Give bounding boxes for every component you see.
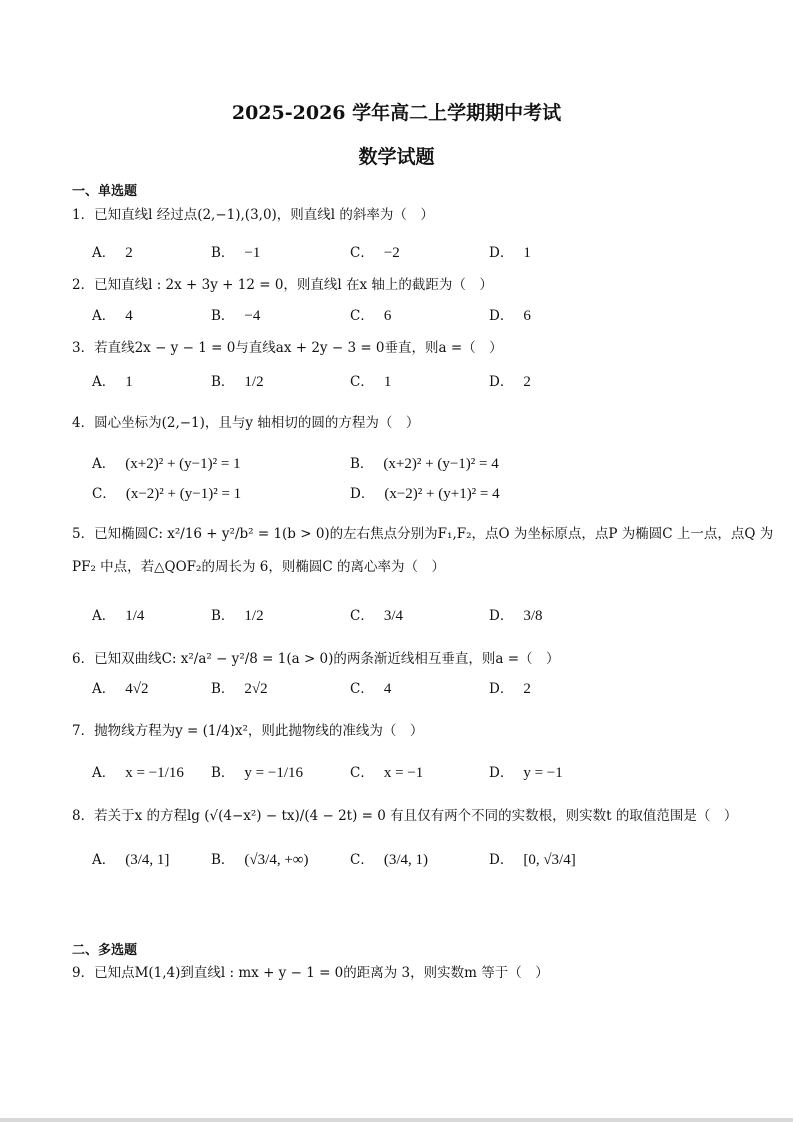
q2-option-b: B． −4 <box>211 308 261 324</box>
q7-option-a: A． x = −1/16 <box>92 765 184 781</box>
q1-option-c: C． −2 <box>350 245 400 261</box>
q6-option-b: B． 2√2 <box>211 681 268 697</box>
q5-option-c: C． 3/4 <box>350 608 404 624</box>
q8-option-c: C． (3/4, 1) <box>350 852 429 868</box>
q1-option-d: D． 1 <box>489 245 531 261</box>
q4-option-b: B． (x+2)² + (y−1)² = 4 <box>350 456 499 472</box>
question-6: 6．已知双曲线C: x²/a² − y²/8 = 1(a > 0)的两条渐近线相互垂直，则a =（ ） <box>72 651 560 667</box>
q2-option-d: D． 6 <box>489 308 531 324</box>
section-single-choice: 一、单选题 <box>72 184 138 199</box>
question-8: 8．若关于x 的方程lg (√(4−x²) − tx)/(4 − 2t) = 0 有且仅有两个不同的实数根，则实数t 的取值范围是（ ） <box>72 808 738 824</box>
question-9: 9．已知点M(1,4)到直线l : mx + y − 1 = 0的距离为 3，则实数m 等于（ ） <box>72 965 549 981</box>
q6-option-a: A． 4√2 <box>92 681 149 697</box>
q3-option-a: A． 1 <box>92 374 133 390</box>
q7-option-b: B． y = −1/16 <box>211 765 304 781</box>
question-1: 1．已知直线l 经过点(2,−1),(3,0)，则直线l 的斜率为（ ） <box>72 207 434 223</box>
q8-option-d: D． [0, √3/4] <box>489 852 576 868</box>
q8-option-a: A． (3/4, 1] <box>92 852 170 868</box>
question-5-line-2: PF₂ 中点，若△QOF₂的周长为 6，则椭圆C 的离心率为（ ） <box>72 559 445 575</box>
q7-option-d: D． y = −1 <box>489 765 563 781</box>
page-bottom-edge <box>0 1118 793 1122</box>
question-7: 7．抛物线方程为y = (1/4)x²，则此抛物线的准线为（ ） <box>72 723 424 739</box>
q7-option-c: C． x = −1 <box>350 765 424 781</box>
q4-option-a: A． (x+2)² + (y−1)² = 1 <box>92 456 241 472</box>
question-3: 3．若直线2x − y − 1 = 0与直线ax + 2y − 3 = 0垂直，则a =（ ） <box>72 340 503 356</box>
q4-option-d: D． (x−2)² + (y+1)² = 4 <box>350 486 500 502</box>
q1-option-a: A． 2 <box>92 245 133 261</box>
q4-option-c: C． (x−2)² + (y−1)² = 1 <box>92 486 242 502</box>
q5-option-a: A． 1/4 <box>92 608 145 624</box>
q6-option-c: C． 4 <box>350 681 392 697</box>
question-5-line-1: 5．已知椭圆C: x²/16 + y²/b² = 1(b > 0)的左右焦点分别为F₁,F₂，点O 为坐标原点，点P 为椭圆C 上一点，点Q 为 <box>72 526 774 542</box>
exam-title: 2025-2026 学年高二上学期期中考试 <box>231 102 562 124</box>
exam-subtitle: 数学试题 <box>358 146 435 168</box>
q6-option-d: D． 2 <box>489 681 531 697</box>
q3-option-d: D． 2 <box>489 374 531 390</box>
q2-option-c: C． 6 <box>350 308 392 324</box>
q8-option-b: B． (√3/4, +∞) <box>211 852 309 868</box>
section-multiple-choice: 二、多选题 <box>72 943 138 958</box>
question-4: 4．圆心坐标为(2,−1)，且与y 轴相切的圆的方程为（ ） <box>72 415 420 431</box>
q1-option-b: B． −1 <box>211 245 261 261</box>
q5-option-d: D． 3/8 <box>489 608 543 624</box>
q3-option-c: C． 1 <box>350 374 392 390</box>
q2-option-a: A． 4 <box>92 308 133 324</box>
q3-option-b: B． 1/2 <box>211 374 264 390</box>
q5-option-b: B． 1/2 <box>211 608 264 624</box>
question-2: 2．已知直线l : 2x + 3y + 12 = 0，则直线l 在x 轴上的截距为（ ） <box>72 277 493 293</box>
